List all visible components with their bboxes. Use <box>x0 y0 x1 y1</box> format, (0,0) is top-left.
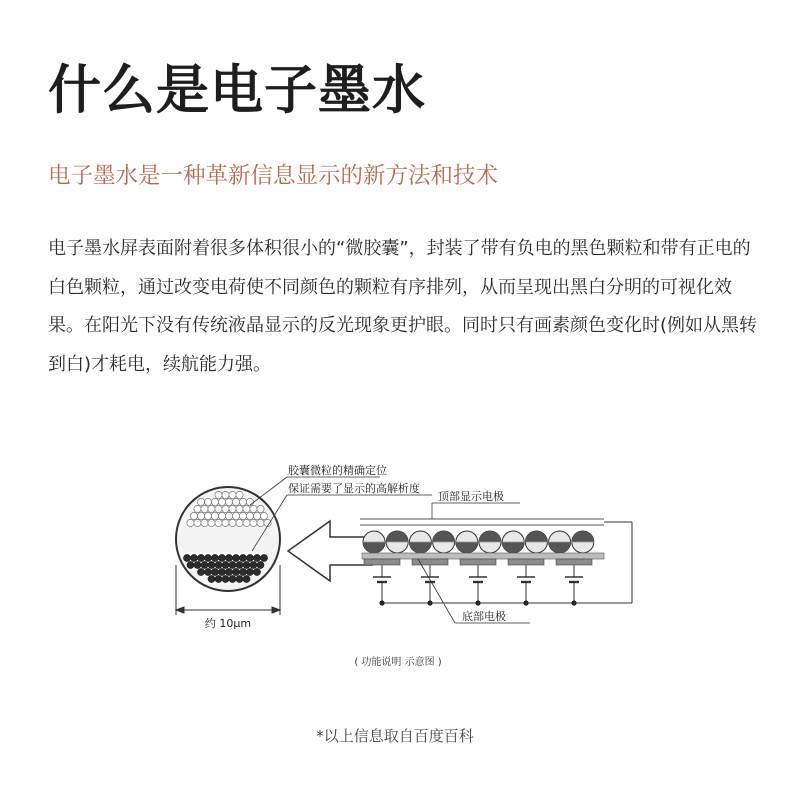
black-particle <box>215 561 222 568</box>
white-particle <box>257 519 264 526</box>
black-particle <box>218 554 225 561</box>
black-particle <box>229 561 236 568</box>
white-particle <box>229 519 236 526</box>
black-particle <box>246 554 253 561</box>
white-particle <box>260 512 267 519</box>
black-particle <box>232 568 239 575</box>
microcapsule <box>502 531 524 553</box>
black-particle <box>197 568 204 575</box>
white-particle <box>215 491 222 498</box>
black-particle <box>225 568 232 575</box>
black-particle <box>211 554 218 561</box>
black-particle <box>253 554 260 561</box>
white-particle <box>250 505 257 512</box>
capsule-row <box>362 531 604 559</box>
bottom-electrode-segment <box>412 559 448 565</box>
white-particle <box>211 498 218 505</box>
black-particle <box>222 561 229 568</box>
black-particle <box>211 568 218 575</box>
white-particle <box>236 519 243 526</box>
white-particle <box>204 498 211 505</box>
microcapsule <box>525 531 547 553</box>
white-particle <box>225 498 232 505</box>
white-particle <box>208 519 215 526</box>
black-particle <box>232 554 239 561</box>
black-particle <box>243 575 250 582</box>
black-particle <box>239 554 246 561</box>
black-particle <box>218 568 225 575</box>
white-particle <box>253 512 260 519</box>
white-particle <box>232 498 239 505</box>
diagram-caption: ( 功能说明 示意图 ) <box>354 657 442 668</box>
bottom-electrode-label: 底部电极 <box>462 610 506 623</box>
white-particle <box>222 519 229 526</box>
black-particle <box>253 568 260 575</box>
white-particle <box>201 519 208 526</box>
bottom-electrode-segment <box>508 559 544 565</box>
black-particle <box>229 575 236 582</box>
black-particle <box>208 561 215 568</box>
microcapsule <box>409 531 431 553</box>
black-particle <box>236 575 243 582</box>
bottom-electrode-segment <box>556 559 592 565</box>
eink-diagram <box>0 455 790 685</box>
page-subtitle: 电子墨水是一种革新信息显示的新方法和技术 <box>48 163 499 189</box>
top-electrode-label: 顶部显示电极 <box>438 490 504 503</box>
source-footnote: *以上信息取自百度百科 <box>316 727 474 745</box>
top-electrode <box>360 503 604 525</box>
microcapsule <box>456 531 478 553</box>
white-particle <box>236 491 243 498</box>
white-particle <box>208 505 215 512</box>
description-paragraph: 电子墨水屏表面附着很多体积很小的“微胶囊”，封装了带有负电的黑色颗粒和带有正电的白色颗粒，通过改变电荷使不同颜色的颗粒有序排列，从而呈现出黑白分明的可视化效果。在阳光下没有传统液晶显示的反光现象更护眼。同时只有画素颜色变化时(例如从黑转到白)才耗电，续航能力强。 <box>48 238 758 375</box>
black-particle <box>190 554 197 561</box>
microcapsule <box>363 531 385 553</box>
magnify-arrow <box>288 521 372 581</box>
white-particle <box>197 512 204 519</box>
black-particle <box>183 554 190 561</box>
white-particle <box>243 505 250 512</box>
white-particle <box>201 505 208 512</box>
black-particle <box>236 561 243 568</box>
white-particle <box>243 519 250 526</box>
white-particle <box>236 505 243 512</box>
white-particle <box>250 519 257 526</box>
white-particle <box>222 505 229 512</box>
white-particle <box>257 505 264 512</box>
white-particle <box>211 512 218 519</box>
black-particle <box>201 561 208 568</box>
black-particle <box>215 575 222 582</box>
capsule-label-2: 保证需要了显示的高解析度 <box>288 482 420 495</box>
black-particle <box>204 568 211 575</box>
white-particle <box>239 512 246 519</box>
black-particle <box>187 561 194 568</box>
white-particle <box>222 491 229 498</box>
white-particle <box>187 519 194 526</box>
black-particle <box>222 575 229 582</box>
capsule-label-1: 胶囊微粒的精确定位 <box>288 464 387 477</box>
microcapsule <box>572 531 594 553</box>
microcapsule <box>433 531 455 553</box>
bottom-electrode-circuit <box>364 559 592 606</box>
white-particle <box>218 498 225 505</box>
bottom-electrode-segment <box>364 559 400 565</box>
white-particle <box>190 512 197 519</box>
black-particle <box>197 554 204 561</box>
black-particle <box>250 561 257 568</box>
black-particle <box>257 561 264 568</box>
white-particle <box>239 498 246 505</box>
white-particle <box>215 519 222 526</box>
white-particle <box>232 512 239 519</box>
white-particle <box>197 498 204 505</box>
white-particle <box>194 519 201 526</box>
microcapsule <box>479 531 501 553</box>
white-particle <box>225 512 232 519</box>
microcapsule <box>549 531 571 553</box>
white-particle <box>204 512 211 519</box>
white-particle <box>218 512 225 519</box>
size-label: 约 10μm <box>204 617 252 630</box>
white-particle <box>229 491 236 498</box>
white-particle <box>194 505 201 512</box>
white-particle <box>229 505 236 512</box>
black-particle <box>246 568 253 575</box>
black-particle <box>194 561 201 568</box>
white-particle <box>246 512 253 519</box>
microcapsule-magnified <box>176 487 280 591</box>
bottom-electrode-segment <box>460 559 496 565</box>
black-particle <box>225 554 232 561</box>
black-particle <box>239 568 246 575</box>
page-title: 什么是电子墨水 <box>48 60 426 121</box>
white-particle <box>215 505 222 512</box>
black-particle <box>208 575 215 582</box>
black-particle <box>260 554 267 561</box>
black-particle <box>204 554 211 561</box>
microcapsule <box>386 531 408 553</box>
black-particle <box>243 561 250 568</box>
